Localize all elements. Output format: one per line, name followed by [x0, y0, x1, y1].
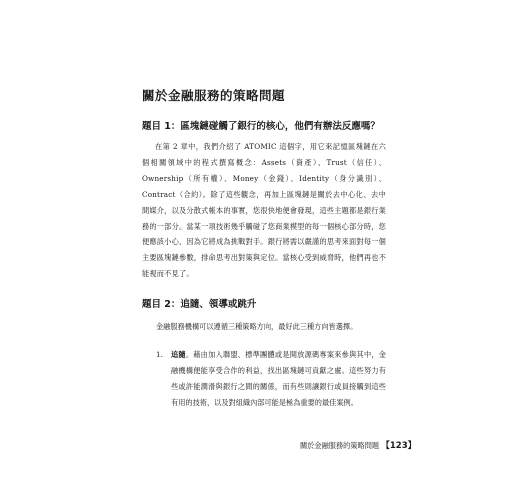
topic-2-intro: 金融服務機構可以遵循三種策略方向，最好此三種方向皆選擇。	[156, 322, 358, 331]
list-item-lead: 追隨	[171, 350, 186, 359]
list-item-number: 1.	[156, 350, 163, 359]
topic-1-paragraph-text: 在第 2 章中，我們介紹了 ATOMIC 這個字，用它來記憶區塊鏈在六個相關領域中的程式撰寫概念：Assets（資產）、Trust（信任）、Ownership（所有權）、Money（金錢）、Identity（身分識別）、Contract（合約）。除了這些觀念，再加上區塊鏈是關於去中心化、去中間媒介，以及分散式帳本的事實，您很快地便會發現，這些主題都是銀行業務的一部分。當某一項技術幾乎觸碰了您商業模型的每一個核心部分時，您便應該小心，因為它將成為挑戰對手。銀行將需以嚴謹的思考來面對每一個主要區塊鏈參數，排命思考出對策與定位。當核心受到威脅時，他們再也不能視而不見了。	[142, 142, 386, 279]
topic-2-title: 題目 2：追隨、領導或跳升	[142, 299, 257, 310]
page-footer: 關於金融服務的策略問題 【123】	[300, 441, 417, 451]
strategy-list	[156, 347, 386, 411]
list-item-text: 。藉由加入聯盟、標準團體或是開放源碼專案來參與其中，金融機構便能享受合作的利益，找出區塊鏈可貢獻之處。這些努力有些或許能潤滑與銀行之間的關係，而有些則讓銀行或員接觸到這些有用的技術，以及對組織內部可能是極為重要的最佳案例。	[171, 350, 386, 407]
list-item	[171, 347, 386, 411]
topic-1-paragraph	[142, 139, 386, 282]
section-title: 關於金融服務的策略問題	[142, 88, 286, 103]
running-title: 關於金融服務的策略問題	[300, 441, 380, 450]
page-number: 123	[389, 441, 408, 451]
topic-1-title: 題目 1：區塊鏈碰觸了銀行的核心，他們有辦法反應嗎？	[142, 121, 380, 132]
